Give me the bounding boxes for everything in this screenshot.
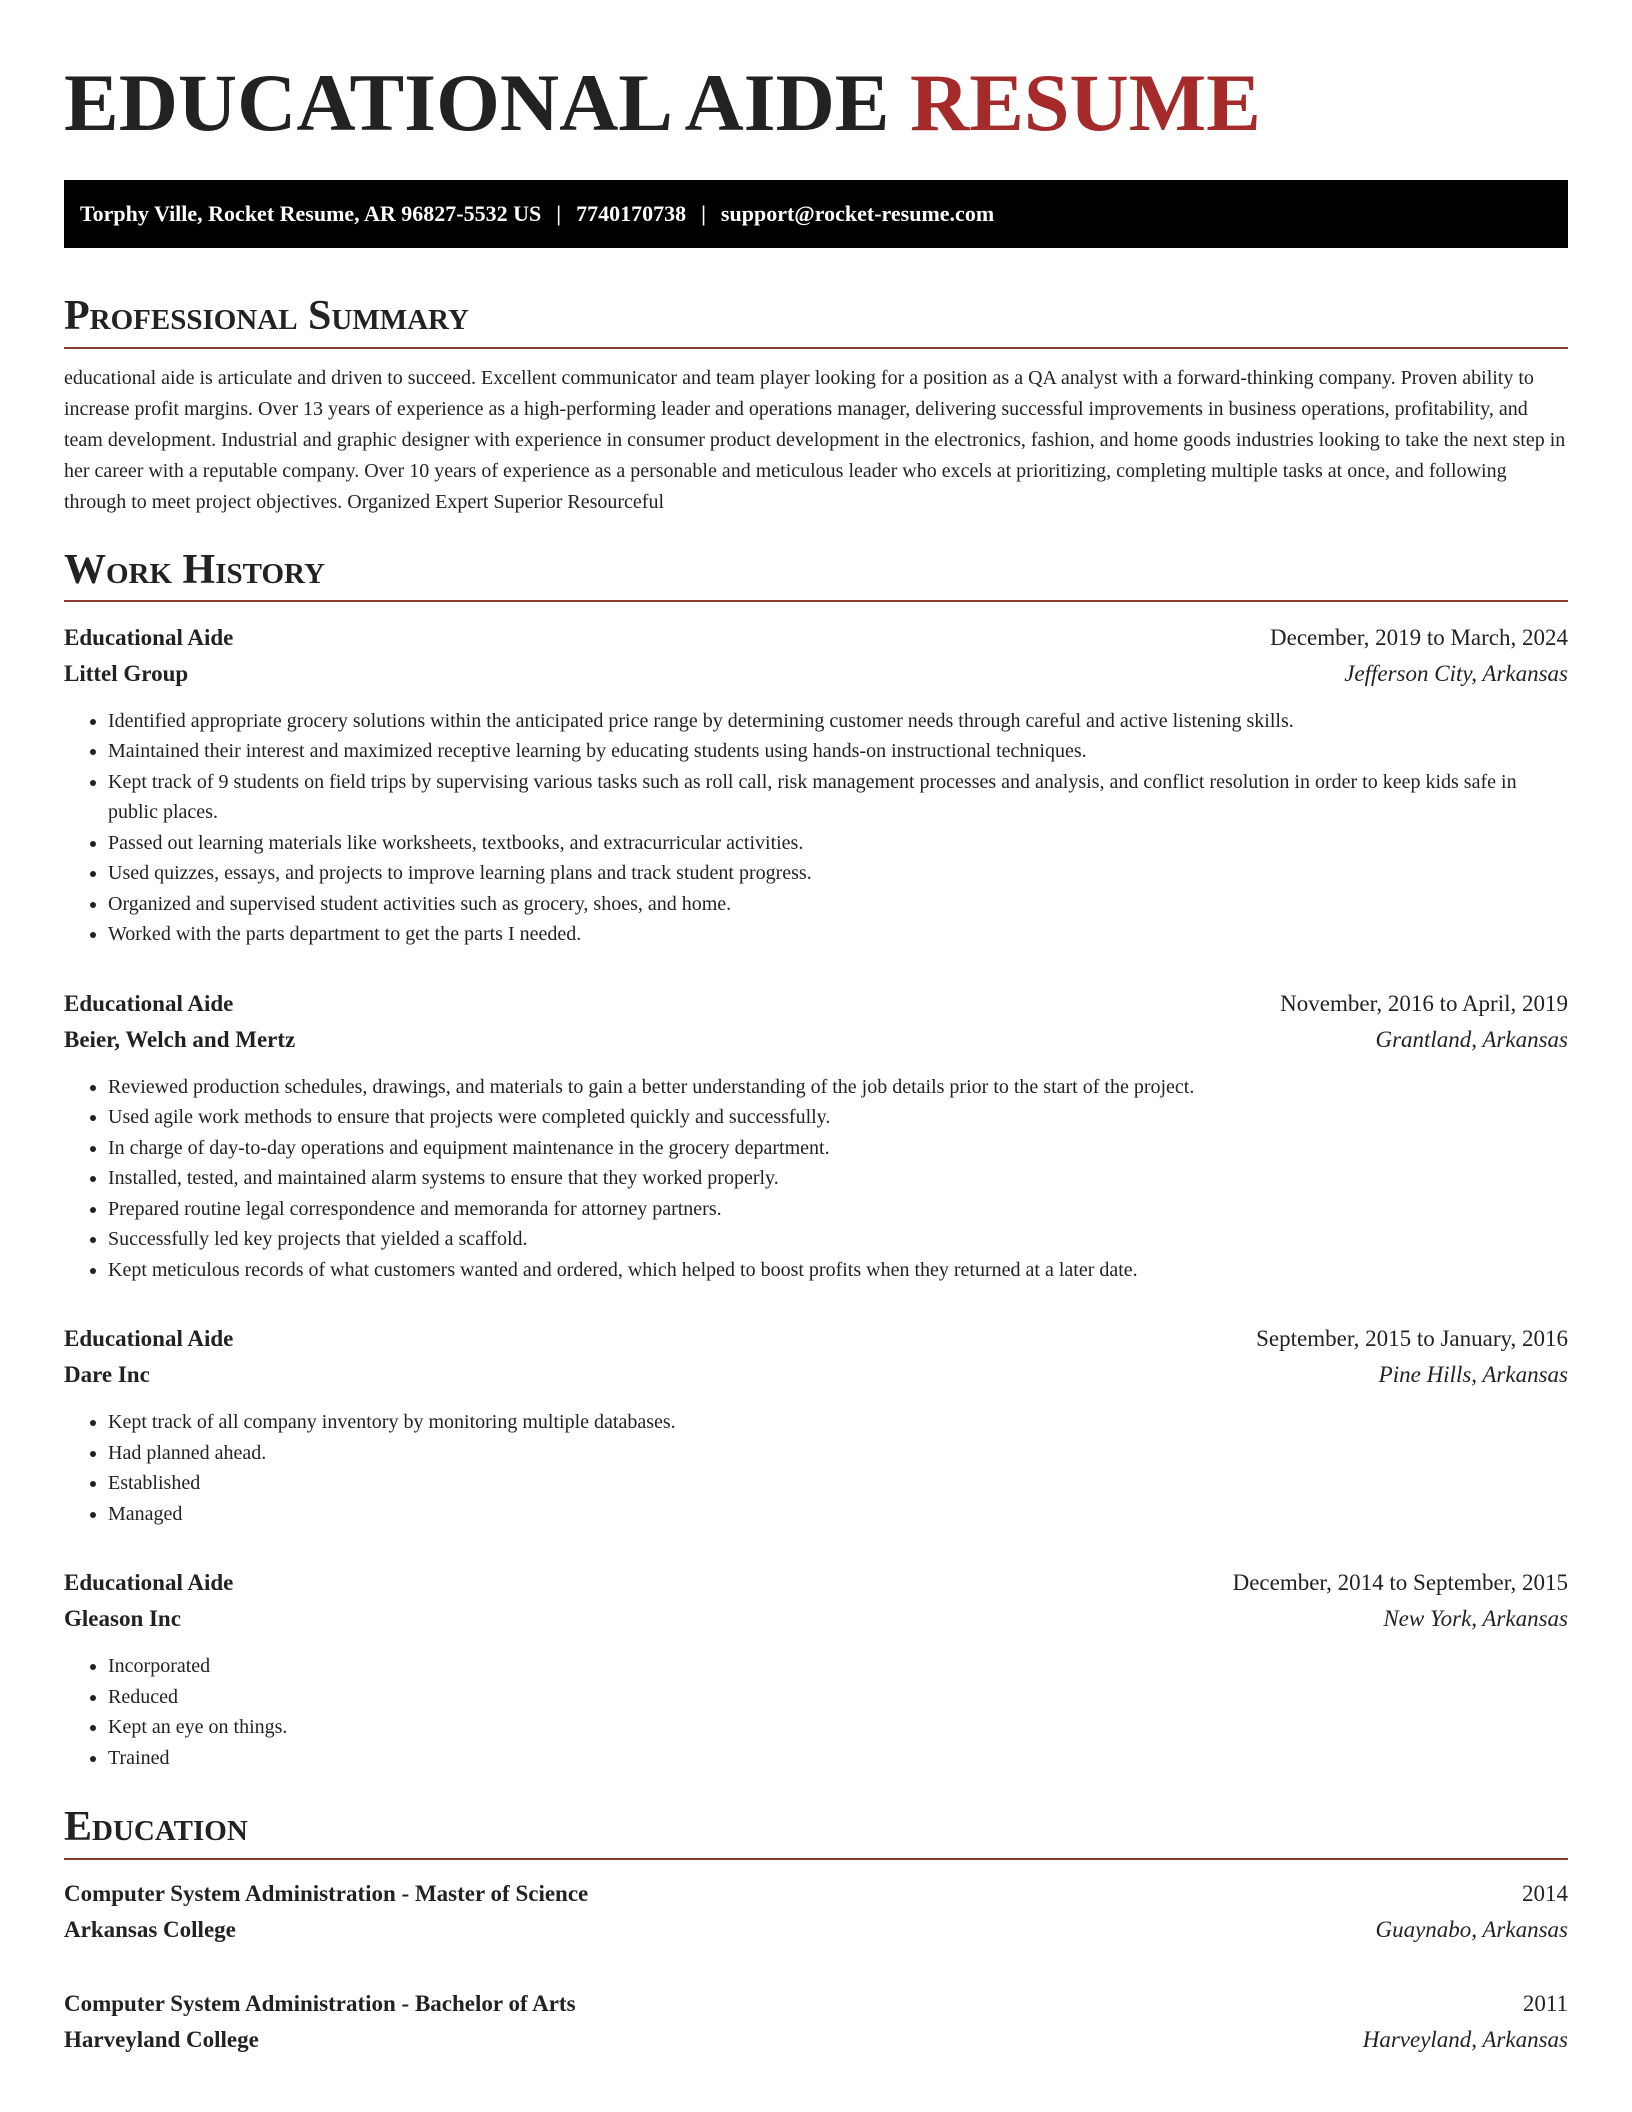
- job-dates: November, 2016 to April, 2019: [1280, 990, 1568, 1016]
- education-entry: [64, 1986, 1568, 2058]
- job-bullet: • Reduced: [108, 1682, 1568, 1713]
- school-name: Arkansas College: [64, 1916, 236, 1942]
- job-entry: [64, 620, 1568, 950]
- job-bullet: • Used quizzes, essays, and projects to improve learning plans and track student progress.: [108, 858, 1568, 889]
- education-section: [64, 1803, 1568, 2057]
- job-bullet: • Trained: [108, 1743, 1568, 1774]
- contact-email[interactable]: support@rocket-resume.com: [720, 201, 995, 227]
- job-bullet-list: [64, 1072, 1568, 1286]
- job-company-row: [64, 1601, 1568, 1637]
- job-location: Pine Hills, Arkansas: [1378, 1362, 1568, 1388]
- contact-phone: 7740170738: [576, 201, 687, 227]
- contact-separator: |: [556, 201, 562, 227]
- job-header-row: [64, 620, 1568, 656]
- job-dates: September, 2015 to January, 2016: [1256, 1326, 1568, 1352]
- job-company: Littel Group: [64, 660, 189, 686]
- summary-text: educational aide is articulate and driven to succeed. Excellent communicator and team player looking for a position as a QA analyst with a forward-thinking company. Proven ability to increase profit margins. Over 13 years of experience as a high-performing leader and operations manager, delivering successful improvements in business operations, profitability, and team development. Industrial and graphic designer with experience in consumer product development in the electronics, fashion, and home goods industries looking to take the next step in her career with a reputable company. Over 10 years of experience as a personable and meticulous leader who excels at prioritizing, completing multiple tasks at once, and following through to meet project objectives. Organized Expert Superior Resourceful: [64, 366, 1566, 513]
- section-heading-education: Education: [64, 1803, 1568, 1859]
- job-dates: December, 2019 to March, 2024: [1270, 624, 1568, 650]
- job-entry: [64, 1321, 1568, 1529]
- job-bullet: • Reviewed production schedules, drawings, and materials to gain a better understanding of the job details prior to the start of the project.: [108, 1072, 1568, 1103]
- job-bullet: • Established: [108, 1468, 1568, 1499]
- resume-title: [64, 56, 1568, 150]
- job-company-row: [64, 1357, 1568, 1393]
- work-history-section: [64, 546, 1568, 1774]
- job-company: Gleason Inc: [64, 1606, 181, 1632]
- job-list: [64, 620, 1568, 1774]
- job-title: Educational Aide: [64, 1326, 234, 1352]
- contact-address: Torphy Ville, Rocket Resume, AR 96827-5532 US: [80, 201, 542, 227]
- job-company-row: [64, 1022, 1568, 1058]
- job-title: Educational Aide: [64, 1570, 234, 1596]
- school-location: Harveyland, Arkansas: [1362, 2026, 1568, 2052]
- degree-list: [64, 1876, 1568, 2058]
- job-bullet: • Managed: [108, 1499, 1568, 1530]
- job-bullet: • Kept track of 9 students on field trips by supervising various tasks such as roll call, risk management processes and analysis, and conflict resolution in order to keep kids safe in public places.: [108, 767, 1568, 828]
- job-bullet: • Kept track of all company inventory by monitoring multiple databases.: [108, 1407, 1568, 1438]
- job-bullet: • Used agile work methods to ensure that projects were completed quickly and successfully.: [108, 1102, 1568, 1133]
- job-bullet: • Identified appropriate grocery solutions within the anticipated price range by determining customer needs through careful and active listening skills.: [108, 706, 1568, 737]
- job-company: Dare Inc: [64, 1362, 150, 1388]
- title-accent: RESUME: [910, 57, 1261, 148]
- job-bullet: • Prepared routine legal correspondence and memoranda for attorney partners.: [108, 1194, 1568, 1225]
- job-bullet-list: [64, 706, 1568, 950]
- job-bullet: • In charge of day-to-day operations and equipment maintenance in the grocery department.: [108, 1133, 1568, 1164]
- job-location: Jefferson City, Arkansas: [1344, 660, 1568, 686]
- school-row: [64, 2022, 1568, 2058]
- job-header-row: [64, 986, 1568, 1022]
- professional-summary-section: [64, 292, 1568, 517]
- job-bullet: • Successfully led key projects that yielded a scaffold.: [108, 1224, 1568, 1255]
- contact-bar: [64, 180, 1568, 248]
- job-bullet: • Worked with the parts department to get the parts I needed.: [108, 919, 1568, 950]
- degree-row: [64, 1986, 1568, 2022]
- job-bullet-list: [64, 1407, 1568, 1529]
- degree-name: Computer System Administration - Bachelor of Arts: [64, 1990, 576, 2016]
- job-bullet: • Kept an eye on things.: [108, 1712, 1568, 1743]
- job-location: New York, Arkansas: [1383, 1606, 1568, 1632]
- school-name: Harveyland College: [64, 2026, 259, 2052]
- job-bullet-list: [64, 1651, 1568, 1773]
- job-bullet: • Maintained their interest and maximized receptive learning by educating students using hands-on instructional techniques.: [108, 736, 1568, 767]
- contact-separator: |: [701, 201, 706, 227]
- job-title: Educational Aide: [64, 990, 234, 1016]
- job-header-row: [64, 1565, 1568, 1601]
- school-row: [64, 1912, 1568, 1948]
- job-entry: [64, 1565, 1568, 1773]
- job-company-row: [64, 656, 1568, 692]
- job-bullet: • Installed, tested, and maintained alarm systems to ensure that they worked properly.: [108, 1163, 1568, 1194]
- degree-year: 2011: [1522, 1990, 1568, 2016]
- degree-year: 2014: [1522, 1880, 1568, 1906]
- section-heading-summary: Professional Summary: [64, 292, 1568, 348]
- job-bullet: • Organized and supervised student activities such as grocery, shoes, and home.: [108, 889, 1568, 920]
- section-heading-work: Work History: [64, 546, 1568, 602]
- job-bullet: • Incorporated: [108, 1651, 1568, 1682]
- job-title: Educational Aide: [64, 624, 234, 650]
- title-main: EDUCATIONAL AIDE: [64, 57, 890, 148]
- job-location: Grantland, Arkansas: [1375, 1026, 1568, 1052]
- job-dates: December, 2014 to September, 2015: [1232, 1570, 1568, 1596]
- job-header-row: [64, 1321, 1568, 1357]
- degree-row: [64, 1876, 1568, 1912]
- school-location: Guaynabo, Arkansas: [1375, 1916, 1568, 1942]
- degree-name: Computer System Administration - Master of Science: [64, 1880, 589, 1906]
- education-entry: [64, 1876, 1568, 1948]
- job-company: Beier, Welch and Mertz: [64, 1026, 296, 1052]
- job-bullet: • Had planned ahead.: [108, 1438, 1568, 1469]
- job-bullet: • Passed out learning materials like worksheets, textbooks, and extracurricular activities.: [108, 828, 1568, 859]
- job-bullet: • Kept meticulous records of what customers wanted and ordered, which helped to boost profits when they returned at a later date.: [108, 1255, 1568, 1286]
- job-entry: [64, 986, 1568, 1286]
